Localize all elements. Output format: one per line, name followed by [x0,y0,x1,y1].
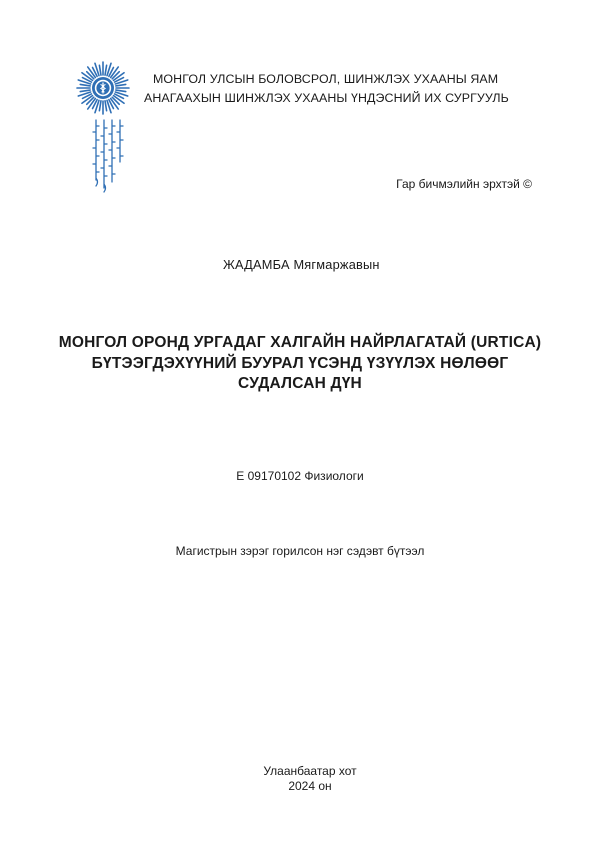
ministry-name: МОНГОЛ УЛСЫН БОЛОВСРОЛ, ШИНЖЛЭХ УХААНЫ ЯАМ [153,72,499,86]
specialty-code: E 09170102 Физиологи [236,469,364,483]
year: 2024 он [288,779,332,793]
thesis-title [40,333,560,395]
manuscript-rights-note: Гар бичмэлийн эрхтэй © [396,177,532,191]
thesis-title-line: СУДАЛСАН ДҮН [238,375,362,392]
thesis-title-line: МОНГОЛ ОРОНД УРГАДАГ ХАЛГАЙН НАЙРЛАГАТАЙ (URTICA) [58,334,542,351]
university-emblem-icon [76,60,130,116]
institution-header [144,70,509,108]
city: Улаанбаатар хот [263,764,357,778]
author-name: ЖАДАМБА Мягмаржавын [223,257,380,272]
thesis-title-line: БҮТЭЭГДЭХҮҮНИЙ БУУРАЛ ҮСЭНД ҮЗҮҮЛЭХ НӨЛӨӨГ [91,354,509,372]
place-and-year [0,764,600,794]
university-name: АНАГААХЫН ШИНЖЛЭХ УХААНЫ ҮНДЭСНИЙ ИХ СУРГУУЛЬ [144,91,509,105]
mongol-script-name-icon [90,118,126,198]
degree-statement: Магистрын зэрэг горилсон нэг сэдэвт бүтээл [175,544,425,558]
